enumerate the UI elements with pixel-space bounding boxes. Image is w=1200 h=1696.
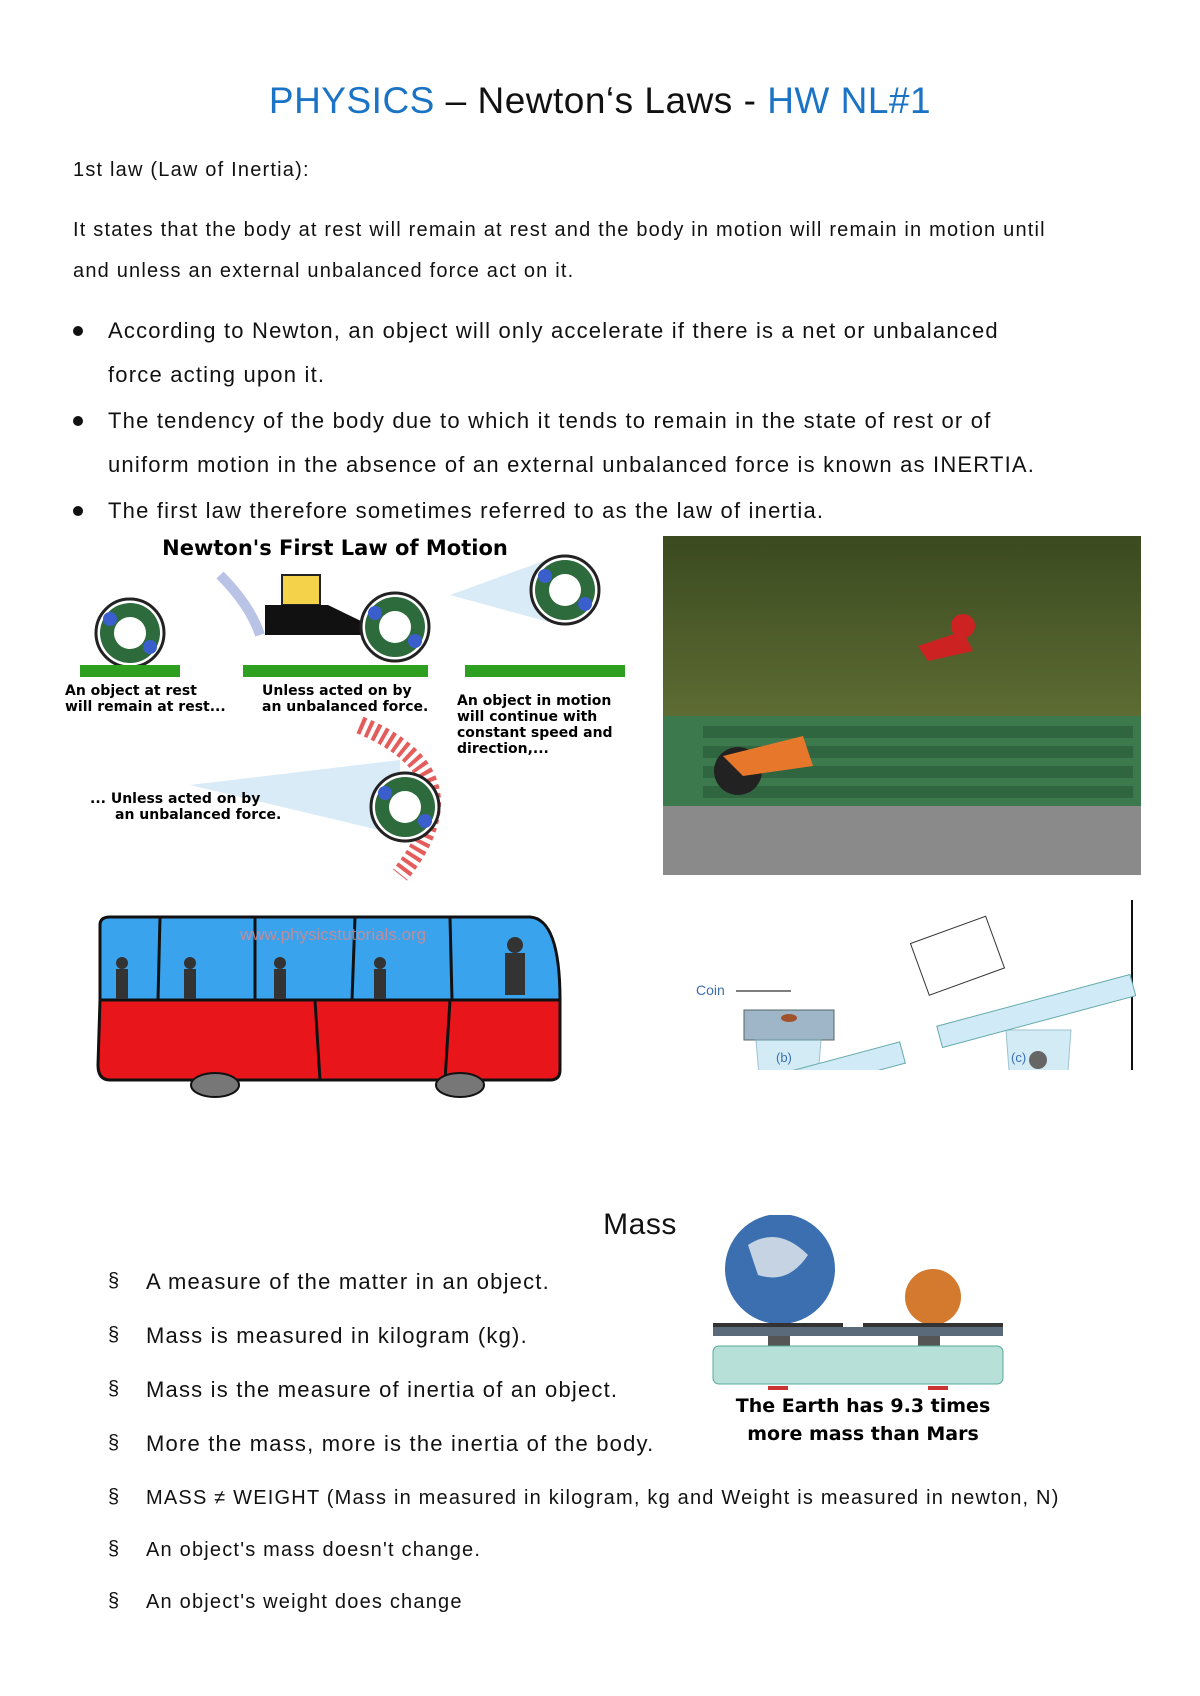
page-title: PHYSICS – Newton‘s Laws - HW NL#1 (268, 80, 932, 121)
ball-kicked-icon (361, 593, 429, 661)
ball-stopped-icon (371, 773, 439, 841)
first-law-figure (60, 535, 640, 885)
label-b: (b) (776, 1050, 792, 1065)
caption-net-a: ... Unless acted on by (90, 791, 261, 807)
caption-motion-b: will continue with (457, 709, 598, 725)
bullet-dot (73, 326, 83, 336)
scale-base (713, 1346, 1003, 1384)
section-symbol: § (108, 1538, 120, 1560)
caption-rest-a: An object at rest (65, 683, 197, 699)
bullet-2-line2: uniform motion in the absence of an external unbalanced force is known as INERTIA. (108, 452, 1036, 477)
first-law-text-line1: It states that the body at rest will remain at rest and the body in motion will remain in motion until (73, 219, 1046, 241)
mass-item-1: A measure of the matter in an object. (146, 1269, 550, 1294)
section-symbol: § (108, 1378, 120, 1400)
caption-unbalanced-a: Unless acted on by (262, 683, 412, 699)
first-law-heading: 1st law (Law of Inertia): (73, 159, 310, 181)
scale-beam (713, 1327, 1003, 1336)
bullet-3-line1: The first law therefore sometimes referred to as the law of inertia. (108, 498, 825, 523)
bullet-1-line2: force acting upon it. (108, 362, 326, 387)
motorcycle-photo (663, 536, 1141, 875)
first-law-text-line2: and unless an external unbalanced force act on it. (73, 260, 575, 282)
caption-net-b: an unbalanced force. (115, 807, 282, 823)
section-symbol: § (108, 1486, 120, 1508)
label-c: (c) (1011, 1050, 1027, 1065)
scale-caption-a: The Earth has 9.3 times (735, 1395, 991, 1417)
section-symbol: § (108, 1432, 120, 1454)
mass-item-7: An object's weight does change (146, 1591, 463, 1613)
scale-caption-b: more mass than Mars (747, 1423, 979, 1445)
caption-motion-a: An object in motion (457, 693, 612, 709)
ball-at-rest-icon (96, 599, 164, 667)
ground-bar (243, 665, 428, 677)
watermark: www.physicstutorials.org (240, 925, 427, 944)
caption-motion-d: direction,... (457, 741, 549, 757)
mass-item-3: Mass is the measure of inertia of an object. (146, 1377, 619, 1402)
ground-bar (465, 665, 625, 677)
bullet-1-line1: According to Newton, an object will only accelerate if there is a net or unbalanced (108, 318, 999, 343)
ball-in-motion-icon (531, 556, 599, 624)
kicking-boot-icon (220, 575, 365, 635)
mars-icon (905, 1269, 961, 1325)
mass-item-5: MASS ≠ WEIGHT (Mass in measured in kilogram, kg and Weight is measured in newton, N) (146, 1487, 1060, 1509)
caption-unbalanced-b: an unbalanced force. (262, 699, 429, 715)
mass-item-6: An object's mass doesn't change. (146, 1539, 482, 1561)
bullet-2-line1: The tendency of the body due to which it tends to remain in the state of rest or of (108, 408, 992, 433)
bullet-dot (73, 416, 83, 426)
coin-in-cup-icon (1029, 1051, 1047, 1069)
section-symbol: § (108, 1590, 120, 1612)
bullet-dot (73, 506, 83, 516)
caption-motion-c: constant speed and (457, 725, 613, 741)
mass-item-2: Mass is measured in kilogram (kg). (146, 1323, 528, 1348)
caption-rest-b: will remain at rest... (65, 699, 226, 715)
ground-bar (80, 665, 180, 677)
coin-experiment-figure (676, 900, 1136, 1070)
bus-body (98, 1000, 560, 1080)
figure-title: Newton's First Law of Motion (162, 536, 508, 560)
earth-mars-scale-figure (708, 1215, 1008, 1445)
coin-label: Coin (696, 982, 725, 998)
mass-heading: Mass (603, 1208, 677, 1241)
section-symbol: § (108, 1270, 120, 1292)
bus-figure (90, 905, 570, 1105)
coin-icon (781, 1014, 797, 1022)
mass-item-4: More the mass, more is the inertia of the body. (146, 1431, 655, 1456)
section-symbol: § (108, 1324, 120, 1346)
